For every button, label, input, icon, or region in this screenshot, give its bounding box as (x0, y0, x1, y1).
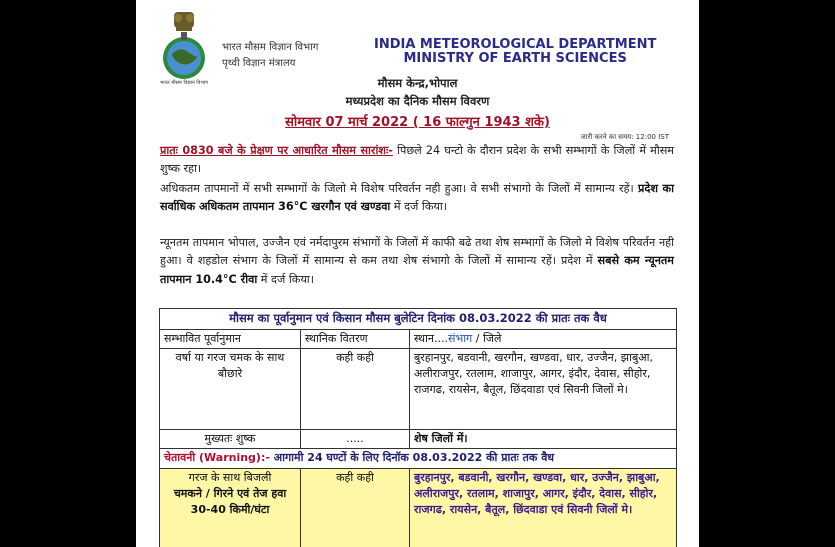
centre-name: मौसम केन्द्र,भोपाल (377, 76, 458, 90)
summary-paragraph-1 (160, 142, 674, 179)
table-row (160, 469, 677, 547)
col-location-b: संभाग (448, 332, 473, 345)
summary-text-2c: में दर्ज किया। (393, 200, 448, 214)
col-distribution: स्थानिक वितरण (301, 330, 410, 349)
header-hindi (222, 40, 318, 72)
table-row (160, 349, 677, 430)
forecast-table-title: मौसम का पूर्वानुमान एवं किसान मौसम बुलेटिन दिनांक 08.03.2022 की प्रातः तक वैध (160, 309, 677, 330)
forecast-type-cell: वर्षा या गरज चमक के साथ बौछारे (160, 349, 301, 430)
forecast-loc-cell: शेष जिलों में। (410, 430, 677, 449)
report-title: मध्यप्रदेश का दैनिक मौसम विवरण (345, 94, 490, 108)
dept-name-english: INDIA METEOROLOGICAL DEPARTMENT (374, 37, 657, 52)
col-forecast: सम्भावित पूर्वानुमान (160, 330, 301, 349)
col-location-c: / जिले (472, 332, 502, 345)
forecast-type-cell: मुख्यतः शुष्क (160, 430, 301, 449)
summary-heading: प्रातः 0830 बजे के प्रेक्षण पर आधारित मौसम सारांशः- (160, 144, 393, 157)
warning-dist-cell: कही कही (301, 469, 410, 547)
summary-text-1: पिछले 24 घन्टो के दौरान प्रदेश के सभी सम्भागों के जिलों में मौसम शुष्क रहा। (160, 144, 674, 176)
summary-text-2a: अधिकतम तापमानों में सभी सम्भागों के जिलो मे विशेष परिवर्तन नही हुआ। वे सभी संभागो के जिलों में सामान्य रहें। (160, 182, 634, 195)
issue-time: जारी करने का समय: 12:00 IST (580, 133, 669, 141)
ministry-name-hindi: पृथ्वी विज्ञान मंत्रालय (222, 58, 296, 69)
summary-text-3b: सबसे कम न्यूनतम तापमान 10.4°C रीवा (160, 254, 674, 286)
logo-text: भारत मौसम विज्ञान विभाग (159, 80, 209, 86)
forecast-table (159, 308, 677, 547)
col-location (410, 330, 677, 349)
ministry-name-english: MINISTRY OF EARTH SCIENCES (403, 51, 627, 66)
summary-paragraph-2 (160, 180, 674, 217)
imd-emblem-logo (158, 10, 210, 86)
summary-paragraph-3 (160, 234, 674, 289)
warning-title (160, 449, 677, 469)
summary-text-3c: में दर्ज किया। (260, 272, 314, 286)
forecast-dist-cell: ..... (301, 430, 410, 449)
forecast-loc-cell: बुरहानपुर, बडवानी, खरगौन, खण्डवा, धार, उज्जैन, झाबुआ, अलीराजपुर, रतलाम, शाजापुर, आगर, इंदौर, देवास, सीहोर, राजगढ, रायसेन, बैतूल, छिंदवाडा एवं सिवनी जिलों मे। (410, 349, 677, 430)
warning-label: चेतावनी (Warning):- (164, 451, 270, 464)
warning-type-a: गरज के साथ बिजली (188, 471, 272, 484)
weather-report-page (136, 0, 699, 547)
forecast-dist-cell: कही कही (301, 349, 410, 430)
col-location-a: स्थान.... (414, 332, 449, 345)
forecast-header-row (160, 330, 677, 349)
summary-text-2b: प्रदेश का सर्वाधिक अधिकतम तापमान 36°C खरगौन एवं खण्डवा (160, 182, 674, 214)
warning-text: आगामी 24 घण्टों के लिए दिनॉक 08.03.2022 की प्रातः तक वैध (269, 451, 555, 464)
table-row (160, 430, 677, 449)
warning-loc-cell: बुरहानपुर, बडवानी, खरगौन, खण्डवा, धार, उज्जैन, झाबुआ, अलीराजपुर, रतलाम, शाजापुर, आगर, इंदौर, देवास, सीहोर, राजगढ, रायसेन, बैतूल, छिंदवाडा एवं सिवनी जिलों मे। (410, 469, 677, 547)
summary-text-3a: न्यूनतम तापमान भोपाल, उज्जैन एवं नर्मदापुरम संभागों के जिलों में काफी बढे तथा शेष सम्भागों के जिलो मे विशेष परिवर्तन नही हुआ। वे शहडोल संभाग के जिलों में सामान्य से कम तथा शेष संभागो के जिलों में सामान्य रहें। प्रदेश में (160, 236, 674, 268)
warning-title-row (160, 449, 677, 469)
header-english (374, 38, 656, 66)
dept-name-hindi: भारत मौसम विज्ञान विभाग (222, 42, 319, 53)
warning-type-b: चमकने / गिरने एवं तेज हवा 30-40 किमी/घंटा (173, 487, 287, 516)
report-date: सोमवार 07 मार्च 2022 ( 16 फाल्गुन 1943 शके) (285, 115, 550, 130)
warning-type-cell (160, 469, 301, 547)
